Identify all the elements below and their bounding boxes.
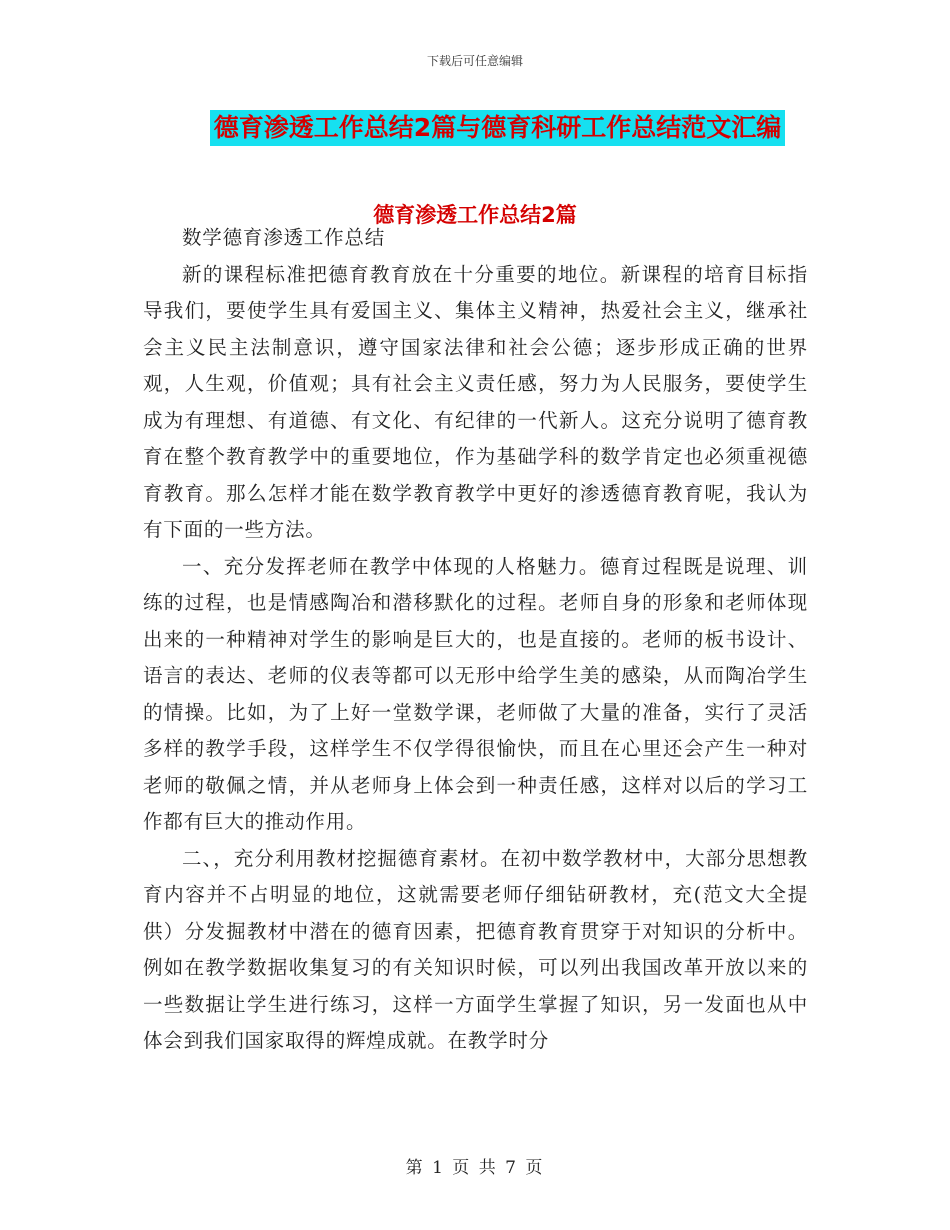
document-body <box>143 220 808 1060</box>
document-subtitle: 德育渗透工作总结2篇 <box>373 203 577 227</box>
page-number-footer: 第 1 页 共 7 页 <box>405 1158 545 1178</box>
body-paragraph: 新的课程标准把德育教育放在十分重要的地位。新课程的培育目标指导我们，要使学生具有爱国主义、集体主义精神，热爱社会主义，继承社会主义民主法制意识，遵守国家法律和社会公德；逐步形成正确的世界观，人生观，价值观；具有社会主义责任感，努力为人民服务，要使学生成为有理想、有道德、有文化、有纪律的一代新人。这充分说明了德育教育在整个教育教学中的重要地位，作为基础学科的数学肯定也必须重视德育教育。那么怎样才能在数学教育教学中更好的渗透德育教育呢，我认为有下面的一些方法。 <box>143 262 808 541</box>
body-paragraph: 数学德育渗透工作总结 <box>182 226 386 249</box>
page-header-note: 下载后可任意编辑 <box>426 54 523 68</box>
document-main-title: 德育渗透工作总结2篇与德育科研工作总结范文汇编 <box>210 110 785 146</box>
body-paragraph: 一、充分发挥老师在教学中体现的人格魅力。德育过程既是说理、训练的过程，也是情感陶冶和潜移默化的过程。老师自身的形象和老师体现出来的一种精神对学生的影响是巨大的，也是直接的。老师的板书设计、语言的表达、老师的仪表等都可以无形中给学生美的感染，从而陶冶学生的情操。比如，为了上好一堂数学课，老师做了大量的准备，实行了灵活多样的教学手段，这样学生不仅学得很愉快，而且在心里还会产生一种对老师的敬佩之情，并从老师身上体会到一种责任感，这样对以后的学习工作都有巨大的推动作用。 <box>143 554 808 833</box>
body-paragraph: 二、，充分利用教材挖掘德育素材。在初中数学教材中，大部分思想教育内容并不占明显的地位，这就需要老师仔细钻研教材，充(范文大全提供）分发掘教材中潜在的德育因素，把德育教育贯穿于对知识的分析中。例如在教学数据收集复习的有关知识时候，可以列出我国改革开放以来的一些数据让学生进行练习，这样一方面学生掌握了知识，另一发面也从中体会到我们国家取得的辉煌成就。在教学时分 <box>143 846 808 1052</box>
main-title-container <box>0 110 950 146</box>
